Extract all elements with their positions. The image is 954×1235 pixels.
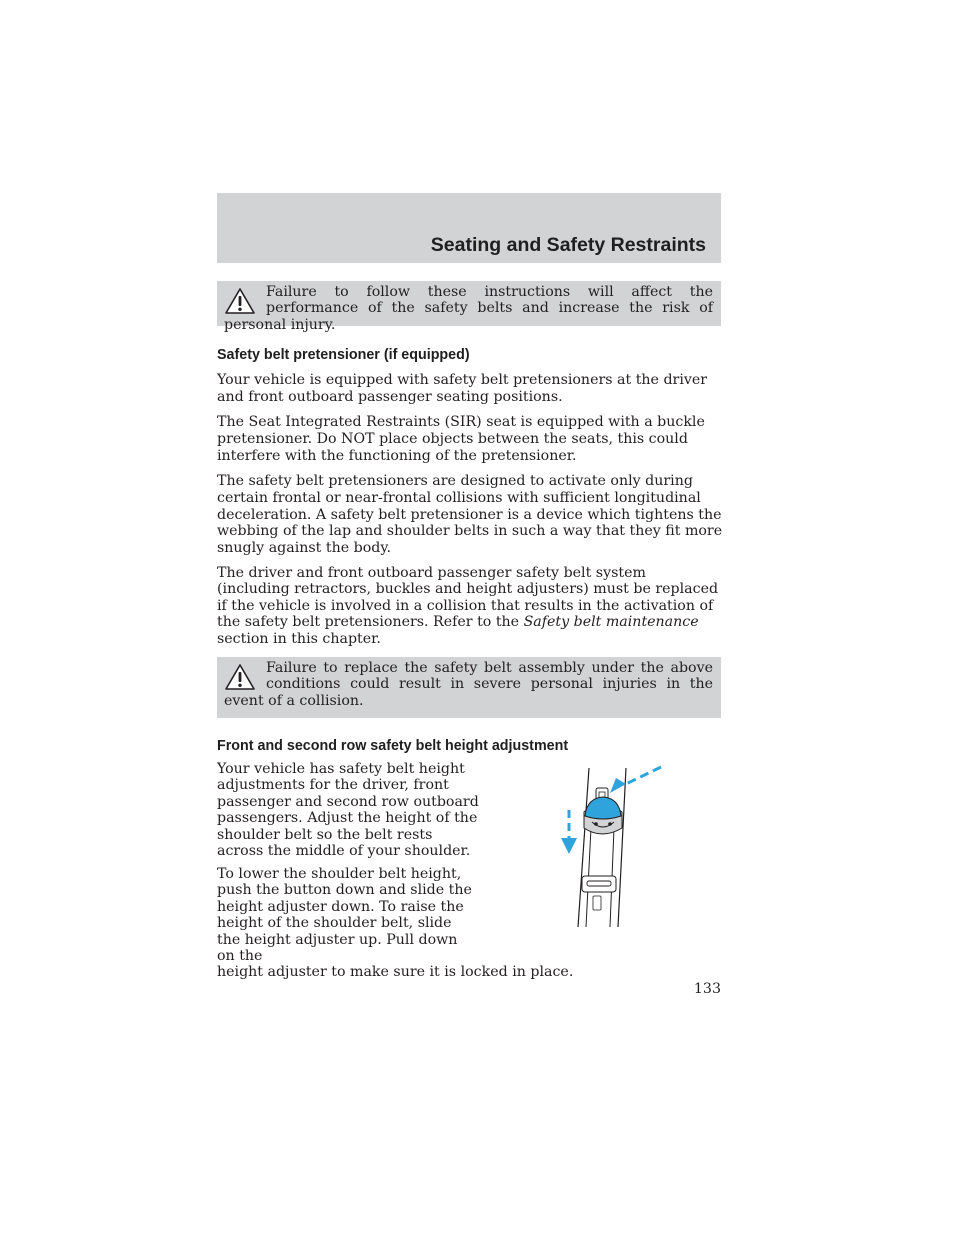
seat-belt-height-adjuster-icon xyxy=(556,762,666,930)
paragraph xyxy=(217,565,723,647)
paragraph-text: section in this chapter. xyxy=(217,630,381,647)
paragraph: The safety belt pretensioners are designed to activate only during certain frontal or near-frontal collisions with sufficient longitudinal deceleration. A safety belt pretensioner is a device which tightens the webbing of the lap and shoulder belts in such a way that they fit more snugly against the body. xyxy=(217,473,723,557)
paragraph-text: height adjuster to make sure it is locked in place. xyxy=(217,964,574,981)
page-title: Seating and Safety Restraints xyxy=(430,234,706,256)
warning-text: Failure to follow these instructions will affect the performance of the safety belts and increase the risk of personal injury. xyxy=(224,284,713,333)
warning-box xyxy=(217,281,721,333)
section-heading-pretensioner: Safety belt pretensioner (if equipped) xyxy=(217,347,470,363)
header-band xyxy=(217,193,721,263)
warning-box xyxy=(217,657,721,718)
warning-text: Failure to replace the safety belt assembly under the above conditions could result in severe personal injuries in the event of a collision. xyxy=(224,660,713,709)
paragraph-text: The driver and front outboard passenger safety belt system (including retractors, buckles and height adjusters) must be replaced if the vehicle is involved in a collision that results in the activation of the safety belt pretensioners. Refer to the xyxy=(217,565,719,631)
paragraph-text: To lower the shoulder belt height, push the button down and slide the height adjuster down. To raise the height of the shoulder belt, slide the height adjuster up. Pull down on the xyxy=(217,866,472,965)
cross-reference: Safety belt maintenance xyxy=(523,614,699,631)
warning-triangle-icon xyxy=(224,287,256,315)
section-heading-height-adjustment: Front and second row safety belt height adjustment xyxy=(217,738,569,754)
paragraph: The Seat Integrated Restraints (SIR) seat is equipped with a buckle pretensioner. Do NOT place objects between the seats, this could interfere with the functioning of the pretensioner. xyxy=(217,414,705,464)
paragraph: Your vehicle has safety belt height adjustments for the driver, front passenger and second row outboard passengers. Adjust the height of the shoulder belt so the belt rests across the middle of your shoulder. xyxy=(217,761,479,860)
paragraph: Your vehicle is equipped with safety belt pretensioners at the driver and front outboard passenger seating positions. xyxy=(217,372,708,405)
warning-triangle-icon xyxy=(224,663,256,691)
paragraph xyxy=(217,866,574,981)
page-number: 133 xyxy=(693,981,721,997)
